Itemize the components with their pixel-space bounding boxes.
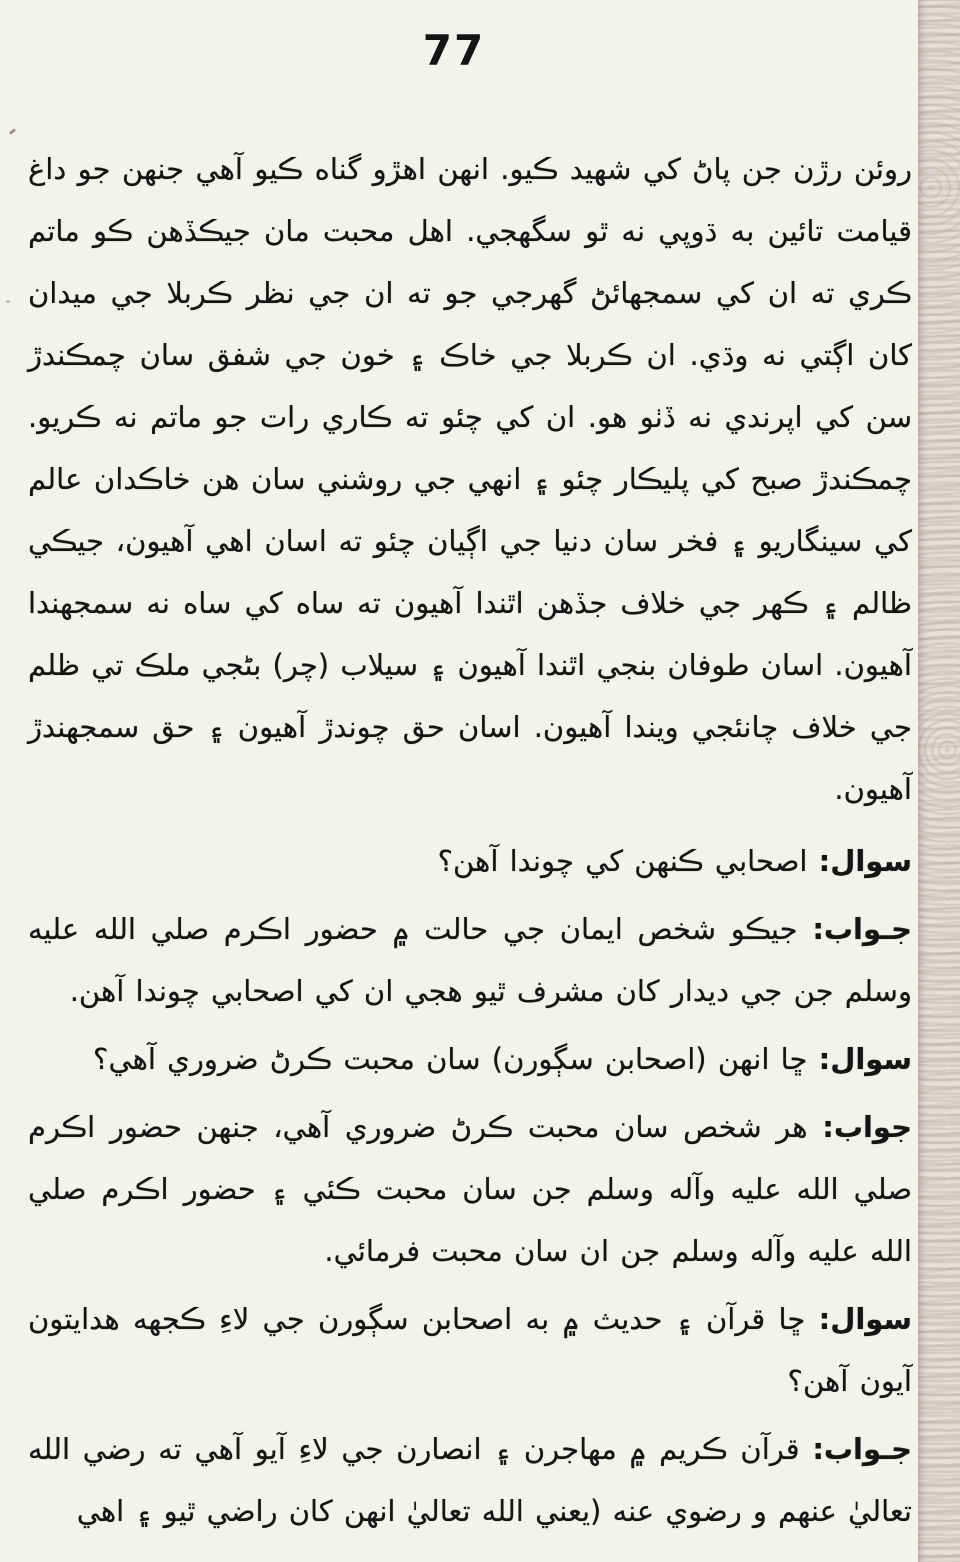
question-1-text: اصحابي ڪنهن کي چوندا آهن؟ bbox=[437, 844, 808, 878]
question-3-label: سوال: bbox=[818, 1302, 913, 1336]
question-2 bbox=[28, 1028, 912, 1090]
answer-3-label: جـواب: bbox=[812, 1432, 912, 1466]
question-1 bbox=[28, 830, 912, 892]
answer-1-text: جيڪو شخص ايمان جي حالت ۾ حضور اڪرم صلي الله عليه وسلم جن جي ديدار کان مشرف ٿيو هجي ان کي اصحابي چوندا آهن. bbox=[28, 912, 912, 1008]
page-number: 77 bbox=[422, 26, 486, 75]
answer-2 bbox=[28, 1096, 912, 1282]
scan-speck bbox=[9, 128, 16, 135]
qa-block-1 bbox=[28, 830, 912, 1022]
answer-1-label: جـواب: bbox=[812, 912, 912, 946]
question-1-label: سوال: bbox=[818, 844, 912, 878]
scan-edge-texture bbox=[918, 0, 960, 1562]
question-3 bbox=[28, 1288, 912, 1412]
question-2-label: سوال: bbox=[818, 1042, 912, 1076]
question-2-text: ڇا انهن (اصحابن سڳورن) سان محبت ڪرڻ ضروري آهي؟ bbox=[93, 1042, 808, 1076]
scan-speck bbox=[6, 300, 10, 303]
answer-2-label: جواب: bbox=[822, 1110, 913, 1144]
answer-1 bbox=[28, 898, 912, 1022]
body-paragraph: روئن رڙن جن پاڻ کي شهيد ڪيو. انهن اهڙو گناه ڪيو آهي جنهن جو داغ قيامت تائين به ڌوپي نه ٿو سگهجي. اهل محبت مان جيڪڏهن ڪو ماتم ڪري ته ان کي سمجهائڻ گهرجي جو ته ان جي نظر ڪربلا جي ميدان کان اڳتي نه وڌي. ان ڪربلا جي خاڪ ۽ خون جي شفق سان چمڪندڙ سن کي اپرندي نه ڏٺو هو. ان کي چئو ته ڪاري رات جو ماتم نه ڪريو. چمڪندڙ صبح کي پليڪار چئو ۽ انهي جي روشني سان هن خاڪدان عالم کي سينگاريو ۽ فخر سان دنيا جي اڳيان چئو ته اسان اهي آهيون، جيڪي ظالم ۽ ڪهر جي خلاف جڏهن اٿندا آهيون ته ساه کي ساه نه سمجهندا آهيون. اسان طوفان بنجي اٿندا آهيون ۽ سيلاب (چر) بڻجي ملڪ تي ظلم جي خلاف چانئجي ويندا آهيون. اسان حق چوندڙ آهيون ۽ حق سمجهندڙ آهيون. bbox=[28, 152, 912, 806]
page-content bbox=[28, 138, 912, 1548]
question-3-text: ڇا قرآن ۽ حديث ۾ به اصحابن سڳورن جي لاءِ ڪجهه هدايتون آيون آهن؟ bbox=[28, 1302, 912, 1398]
qa-block-3 bbox=[28, 1288, 912, 1542]
answer-3 bbox=[28, 1418, 912, 1542]
answer-3-text: قرآن ڪريم ۾ مهاجرن ۽ انصارن جي لاءِ آيو آهي ته رضي الله تعاليٰ عنهم و رضوي عنه (يعني الله تعاليٰ انهن کان راضي ٿيو ۽ اهي bbox=[28, 1432, 912, 1528]
answer-2-text: هر شخص سان محبت ڪرڻ ضروري آهي، جنهن حضور اڪرم صلي الله عليه وآله وسلم جن سان محبت ڪئي ۽ حضور اڪرم صلي الله عليه وآله وسلم جن ان سان محبت فرمائي. bbox=[28, 1110, 912, 1268]
qa-block-2 bbox=[28, 1028, 912, 1282]
